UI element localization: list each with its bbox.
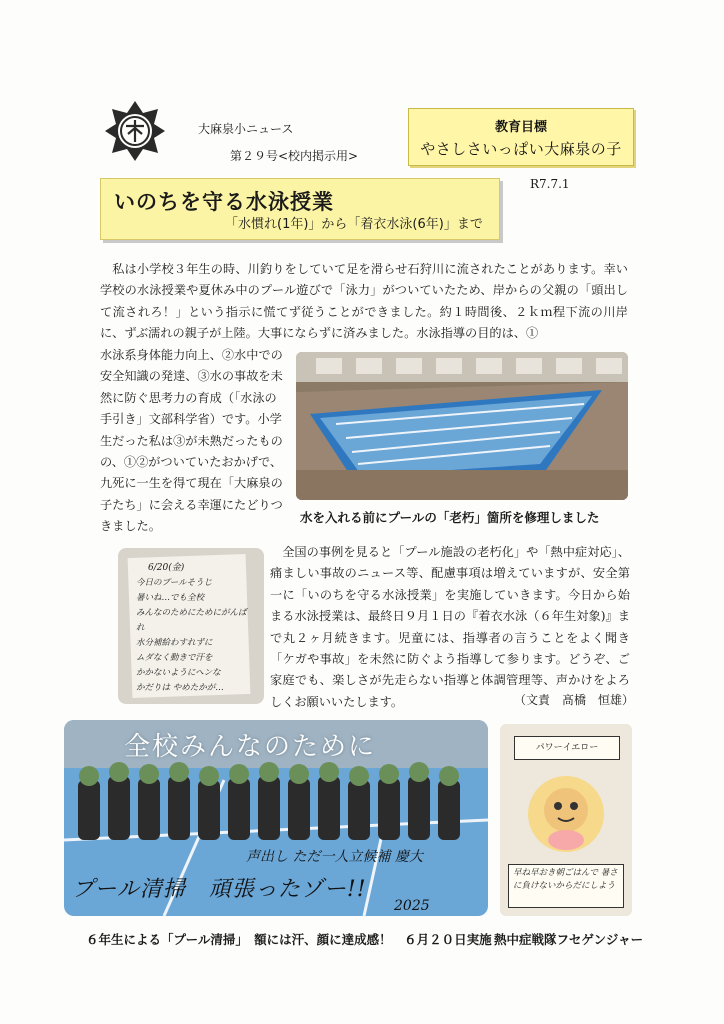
heatstroke-poster-photo	[500, 724, 632, 916]
author-signature: （文責 髙橋 恒雄）	[514, 693, 635, 707]
cleanup-overlay-title: 全校みんなのために	[124, 732, 377, 762]
education-goal-box	[408, 108, 634, 166]
note-body: 今日のプールそうじ 暑いね…でも全校 みんなのためにためにがんばれ 水分補給わすれずに ムダなく動きで汗を かかないようにへンな かだりは やめたかが…	[136, 578, 247, 693]
article-subtitle: 「水慣れ(1年)」から「着衣水泳(6年)」まで	[225, 217, 483, 232]
issue-number: 第２９号<校内掲示用>	[230, 149, 359, 163]
article-paragraph-2: 全国の事例を見ると「プール施設の老朽化」や「熱中症対応」、痛ましい事故のニュース等、配慮事項は増えていますが、安全第一に「いのちを守る水泳授業」を実施していきます。今日から始まる水泳授業は、最終日９月１日の『着衣水泳（６年生対象)』まで丸２ヶ月続きます。児童には、指導者の言うことをよく聞き「ケガや事故」を未然に防ぐよう指導して参ります。どうぞ、ご家庭でも、楽しさが先走らない指導と体調管理等、声かけをよろしくお願いいたします。	[270, 545, 630, 709]
yellow-character-icon	[520, 766, 612, 858]
empty-pool-photo	[296, 352, 628, 500]
poster-top-label: パワーイエロー	[514, 736, 620, 760]
school-news-name: 大麻泉小ニュース	[198, 122, 294, 136]
school-emblem-icon	[104, 100, 166, 162]
cleanup-overlay-volunteer: 声出し ただ一人立候補 慶大	[246, 849, 423, 865]
goal-text: やさしさいっぱい大麻泉の子	[420, 140, 622, 158]
cleanup-overlay-cheer: プール清掃 頑張ったゾー!!	[72, 877, 367, 902]
issue-date: R7.7.1	[530, 177, 570, 191]
handwritten-note-photo	[118, 548, 264, 704]
goal-title: 教育目標	[494, 120, 547, 135]
article-title: いのちを守る水泳授業	[114, 190, 334, 214]
pool-cleanup-photo	[64, 720, 488, 916]
article-paragraph-1-column: 水泳系身体能力向上、②水中での安全知識の発達、③水の事故を未然に防ぐ思考力の育成（「水泳の手引き」文部科学省）です。小学生だった私は③が未熟だったものの、①②がついていたおかげで、九死に一生を得て現在「大麻泉の子たち」に会える幸運にたどりつきました。	[100, 348, 283, 534]
pool-photo-caption: 水を入れる前にプールの「老朽」箇所を修理しました	[300, 510, 600, 525]
cleanup-overlay-year: 2025	[394, 898, 430, 914]
note-date: 6/20(金)	[148, 563, 185, 573]
article-paragraph-1: 私は小学校３年生の時、川釣りをしていて足を滑らせ石狩川に流されたことがあります。幸い学校の水泳授業や夏休み中のプール遊びで「泳力」がついていたため、岸からの父親の「頭出して流されろ！」という指示に慌てず従うことができました。約１時間後、２ｋｍ程下流の川岸に、ずぶ濡れの親子が上陸。大事にならずに済みました。水泳指導の目的は、①	[100, 262, 628, 341]
poster-bottom-text: 早ね早おき朝ごはんで 暑さに負けないからだにしよう	[508, 864, 624, 908]
cleanup-caption: ６年生による「プール清掃」 額には汗、顔に達成感！ ６月２０日実施	[86, 932, 492, 947]
poster-caption: 熱中症戦隊フセゲンジャー	[494, 932, 644, 947]
